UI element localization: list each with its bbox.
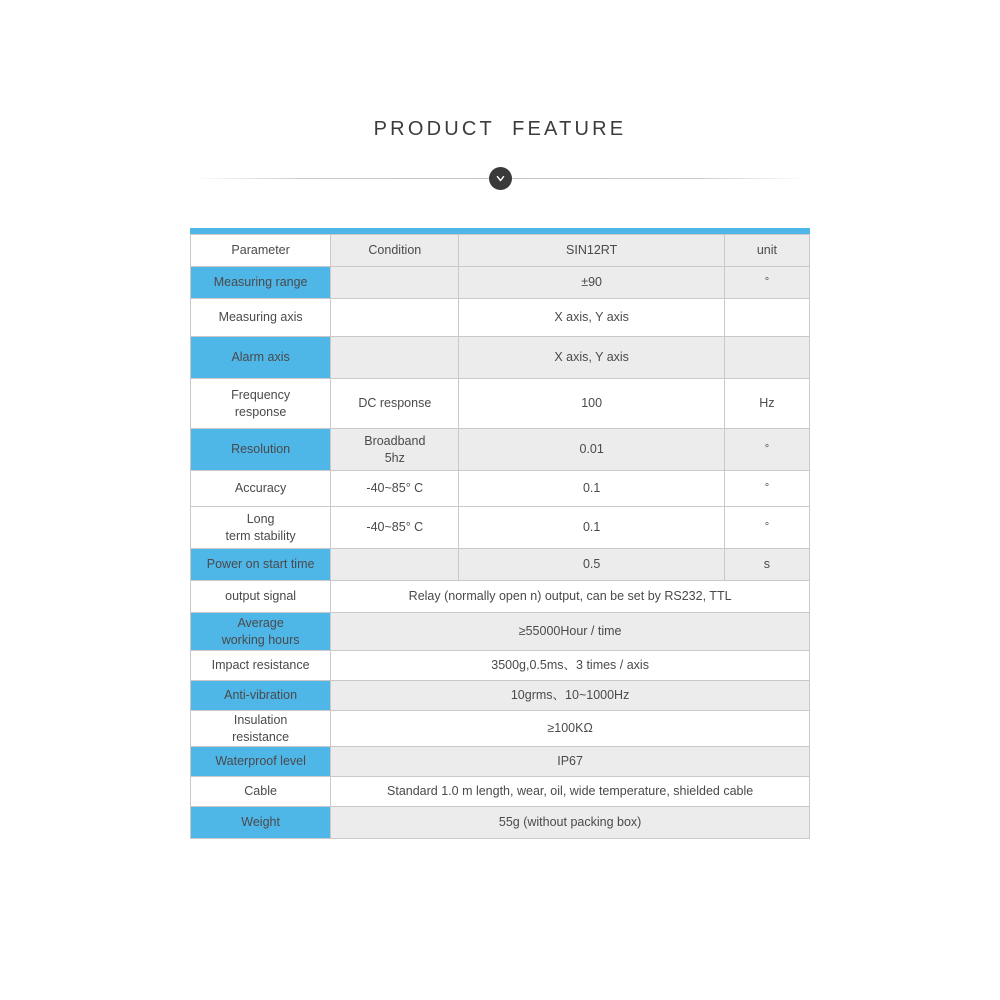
row-value: 0.01 (459, 429, 724, 471)
header-divider (0, 167, 1000, 191)
row-value-wide: 10grms、10~1000Hz (331, 681, 810, 711)
row-parameter-label: Frequency response (191, 379, 331, 429)
table-row (191, 429, 810, 471)
table-row (191, 711, 810, 747)
row-value-wide: ≥55000Hour / time (331, 613, 810, 651)
table-row (191, 379, 810, 429)
row-value-wide: IP67 (331, 747, 810, 777)
table-row (191, 681, 810, 711)
row-condition: -40~85° C (331, 507, 459, 549)
table-row (191, 299, 810, 337)
row-unit: ° (724, 267, 809, 299)
row-parameter-label: Long term stability (191, 507, 331, 549)
row-unit (724, 299, 809, 337)
row-parameter-label: Waterproof level (191, 747, 331, 777)
row-parameter-label: Alarm axis (191, 337, 331, 379)
row-unit: ° (724, 429, 809, 471)
row-condition: Broadband 5hz (331, 429, 459, 471)
row-value: X axis, Y axis (459, 299, 724, 337)
row-parameter-label: Resolution (191, 429, 331, 471)
row-value: ±90 (459, 267, 724, 299)
row-parameter-label: Impact resistance (191, 651, 331, 681)
row-unit: s (724, 549, 809, 581)
spec-table-container (190, 228, 810, 839)
table-row (191, 613, 810, 651)
table-row (191, 507, 810, 549)
table-row (191, 471, 810, 507)
table-header-row (191, 235, 810, 267)
column-header-4: unit (724, 235, 809, 267)
row-value-wide: Standard 1.0 m length, wear, oil, wide temperature, shielded cable (331, 777, 810, 807)
column-header-2: Condition (331, 235, 459, 267)
row-parameter-label: Anti-vibration (191, 681, 331, 711)
page-header (0, 118, 1000, 191)
column-header-3: SIN12RT (459, 235, 724, 267)
row-parameter-label: Accuracy (191, 471, 331, 507)
column-header-1: Parameter (191, 235, 331, 267)
row-value-wide: Relay (normally open n) output, can be set by RS232, TTL (331, 581, 810, 613)
row-condition (331, 337, 459, 379)
row-condition (331, 299, 459, 337)
row-parameter-label: Measuring range (191, 267, 331, 299)
row-value-wide: ≥100KΩ (331, 711, 810, 747)
row-value-wide: 3500g,0.5ms、3 times / axis (331, 651, 810, 681)
specification-table (190, 234, 810, 839)
row-unit: Hz (724, 379, 809, 429)
row-parameter-label: output signal (191, 581, 331, 613)
table-row (191, 807, 810, 839)
row-parameter-label: Power on start time (191, 549, 331, 581)
row-value: 100 (459, 379, 724, 429)
row-condition (331, 549, 459, 581)
row-unit: ° (724, 471, 809, 507)
row-condition: DC response (331, 379, 459, 429)
row-value: 0.1 (459, 471, 724, 507)
table-row (191, 651, 810, 681)
row-parameter-label: Insulation resistance (191, 711, 331, 747)
row-value: X axis, Y axis (459, 337, 724, 379)
table-row (191, 337, 810, 379)
table-row (191, 777, 810, 807)
row-condition: -40~85° C (331, 471, 459, 507)
chevron-down-icon (489, 167, 512, 190)
row-unit (724, 337, 809, 379)
table-row (191, 581, 810, 613)
row-condition (331, 267, 459, 299)
row-parameter-label: Weight (191, 807, 331, 839)
table-row (191, 267, 810, 299)
table-row (191, 549, 810, 581)
row-unit: ° (724, 507, 809, 549)
row-parameter-label: Cable (191, 777, 331, 807)
page-title: PRODUCT FEATURE (373, 118, 627, 140)
row-parameter-label: Measuring axis (191, 299, 331, 337)
row-parameter-label: Average working hours (191, 613, 331, 651)
row-value-wide: 55g (without packing box) (331, 807, 810, 839)
table-row (191, 747, 810, 777)
row-value: 0.5 (459, 549, 724, 581)
row-value: 0.1 (459, 507, 724, 549)
